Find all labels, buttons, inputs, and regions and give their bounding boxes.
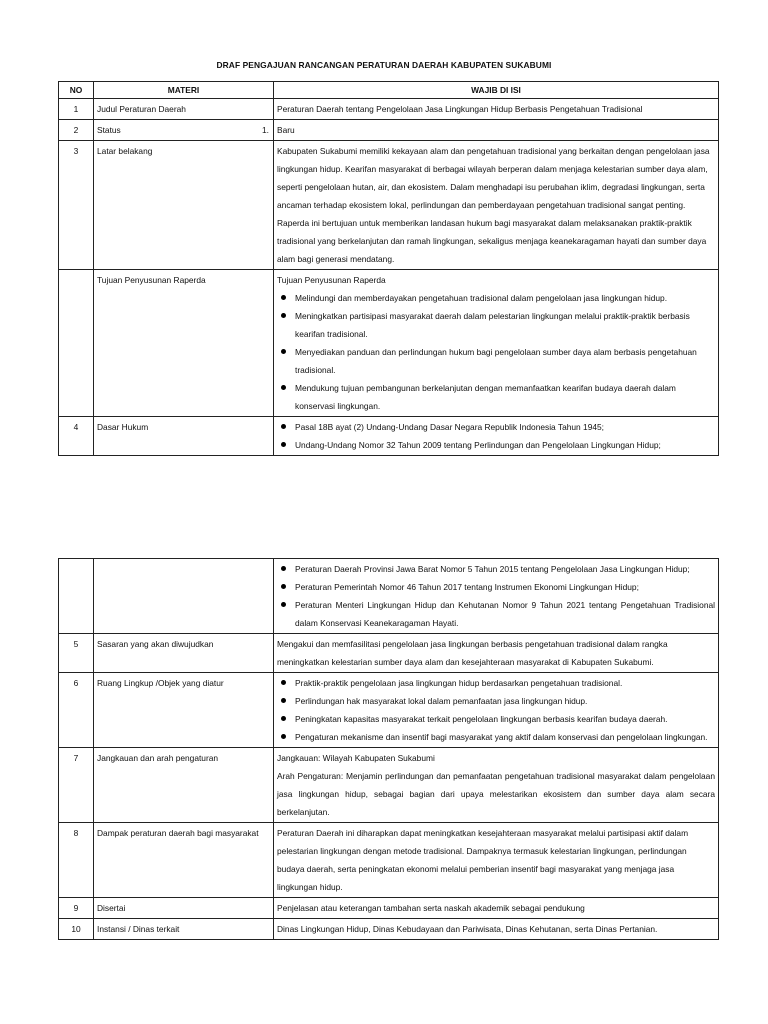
- row-materi: Tujuan Penyusunan Raperda: [94, 270, 274, 417]
- row-number: 9: [59, 898, 94, 919]
- row-isi: Kabupaten Sukabumi memiliki kekayaan alam dan pengetahuan tradisional yang berkaitan dengan pengelolaan jasa lingkungan hidup. Kearifan masyarakat di berbagai wilayah berperan dalam menjaga kelestarian sumber daya alam, seperti pengelolaan hutan, air, dan ekosistem. Dalam menghadapi isu perubahan iklim, degradasi lingkungan, serta ancaman terhadap ekosistem lokal, perlindungan dan pemberdayaan pengetahuan tradisional sangat penting. Raperda ini bertujuan untuk memberikan landasan hukum bagi masyarakat dalam melaksanakan praktik-praktik tradisional yang berkelanjutan dan ramah lingkungan, sekaligus menjaga keanekaragaman hayati dan sumber daya alam bagi generasi mendatang.: [274, 141, 719, 270]
- table-row: [59, 634, 719, 673]
- row-materi: Dampak peraturan daerah bagi masyarakat: [94, 823, 274, 898]
- tujuan-list: [277, 289, 715, 415]
- list-item: Praktik-praktik pengelolaan jasa lingkungan hidup berdasarkan pengetahuan tradisional.: [277, 674, 715, 692]
- ruang-lingkup-list: [277, 674, 715, 746]
- list-item: Peraturan Menteri Lingkungan Hidup dan Kehutanan Nomor 9 Tahun 2021 tentang Pengetahuan Tradisional dalam Konservasi Keanekaragaman Hayati.: [277, 596, 715, 632]
- row-number: 2: [59, 120, 94, 141]
- dasar-hukum-list-continued: [277, 560, 715, 632]
- list-item: Mendukung tujuan pembangunan berkelanjutan dengan memanfaatkan kearifan budaya daerah dalam konservasi lingkungan.: [277, 379, 715, 415]
- table-row: [59, 823, 719, 898]
- tujuan-heading: Tujuan Penyusunan Raperda: [277, 275, 386, 285]
- list-item: Perlindungan hak masyarakat lokal dalam pemanfaatan jasa lingkungan hidup.: [277, 692, 715, 710]
- row-number: [59, 559, 94, 634]
- table-row: [59, 559, 719, 634]
- table-row: [59, 99, 719, 120]
- row-isi: [274, 417, 719, 456]
- row-materi: Disertai: [94, 898, 274, 919]
- row-number: 1: [59, 99, 94, 120]
- list-item: Peraturan Pemerintah Nomor 46 Tahun 2017 tentang Instrumen Ekonomi Lingkungan Hidup;: [277, 578, 715, 596]
- row-number: 8: [59, 823, 94, 898]
- dasar-hukum-list: [277, 418, 715, 454]
- row-isi: Dinas Lingkungan Hidup, Dinas Kebudayaan dan Pariwisata, Dinas Kehutanan, serta Dinas Pertanian.: [274, 919, 719, 940]
- list-item: Menyediakan panduan dan perlindungan hukum bagi pengelolaan sumber daya alam berbasis pengetahuan tradisional.: [277, 343, 715, 379]
- row-materi: Ruang Lingkup /Objek yang diatur: [94, 673, 274, 748]
- table-row: [59, 120, 719, 141]
- row-isi: [274, 559, 719, 634]
- table-row: [59, 898, 719, 919]
- table-row: [59, 417, 719, 456]
- row-number: 6: [59, 673, 94, 748]
- row-number: [59, 270, 94, 417]
- row-number: 10: [59, 919, 94, 940]
- row-isi: Peraturan Daerah ini diharapkan dapat meningkatkan kesejahteraan masyarakat melalui partisipasi aktif dalam pelestarian lingkungan dengan metode tradisional. Dampaknya termasuk kelestarian lingkungan, perlindungan budaya daerah, serta peningkatan ekonomi melalui pemberian insentif bagi masyarakat yang menjaga jasa lingkungan hidup.: [274, 823, 719, 898]
- raperda-table-part2: [58, 558, 719, 940]
- row-isi: Baru: [274, 120, 719, 141]
- row-number: 4: [59, 417, 94, 456]
- row-isi: [274, 748, 719, 823]
- list-item: Undang-Undang Nomor 32 Tahun 2009 tentang Perlindungan dan Pengelolaan Lingkungan Hidup;: [277, 436, 715, 454]
- list-item: Meningkatkan partisipasi masyarakat daerah dalam pelestarian lingkungan melalui praktik-praktik berbasis kearifan tradisional.: [277, 307, 715, 343]
- row-materi: Judul Peraturan Daerah: [94, 99, 274, 120]
- header-materi: MATERI: [94, 82, 274, 99]
- list-item: Peningkatan kapasitas masyarakat terkait pengelolaan lingkungan berbasis kearifan budaya daerah.: [277, 710, 715, 728]
- table-row: [59, 919, 719, 940]
- status-marker: 1.: [262, 125, 269, 135]
- header-no: NO: [59, 82, 94, 99]
- table-row: [59, 748, 719, 823]
- table-row: [59, 673, 719, 748]
- row-materi: Dasar Hukum: [94, 417, 274, 456]
- row-materi: [94, 559, 274, 634]
- arah-pengaturan-text: Arah Pengaturan: Menjamin perlindungan dan pemanfaatan pengetahuan tradisional masyarakat dalam pengelolaan jasa lingkungan hidup, sebagai bagian dari upaya melestarikan ekosistem dan sumber daya alam secara berkelanjutan.: [277, 771, 715, 817]
- row-isi: [274, 270, 719, 417]
- list-item: Pengaturan mekanisme dan insentif bagi masyarakat yang aktif dalam konservasi dan pengelolaan lingkungan.: [277, 728, 715, 746]
- row-isi: Mengakui dan memfasilitasi pengelolaan jasa lingkungan berbasis pengetahuan tradisional dalam rangka meningkatkan kelestarian sumber daya alam dan kesejahteraan masyarakat di Kabupaten Sukabumi.: [274, 634, 719, 673]
- row-materi: [94, 120, 274, 141]
- list-item: Melindungi dan memberdayakan pengetahuan tradisional dalam pengelolaan jasa lingkungan hidup.: [277, 289, 715, 307]
- table-row: [59, 141, 719, 270]
- row-materi: Instansi / Dinas terkait: [94, 919, 274, 940]
- document-title: DRAF PENGAJUAN RANCANGAN PERATURAN DAERAH KABUPATEN SUKABUMI: [216, 60, 552, 70]
- jangkauan-text: Jangkauan: Wilayah Kabupaten Sukabumi: [277, 753, 435, 763]
- table-header-row: [59, 82, 719, 99]
- row-materi: Latar belakang: [94, 141, 274, 270]
- status-label: Status: [97, 125, 121, 135]
- row-number: 7: [59, 748, 94, 823]
- raperda-table-part1: [58, 81, 719, 456]
- row-isi: Peraturan Daerah tentang Pengelolaan Jasa Lingkungan Hidup Berbasis Pengetahuan Tradisional: [274, 99, 719, 120]
- row-materi: Sasaran yang akan diwujudkan: [94, 634, 274, 673]
- row-materi: Jangkauan dan arah pengaturan: [94, 748, 274, 823]
- row-isi: [274, 673, 719, 748]
- header-wajib-di-isi: WAJIB DI ISI: [274, 82, 719, 99]
- row-isi: Penjelasan atau keterangan tambahan serta naskah akademik sebagai pendukung: [274, 898, 719, 919]
- row-number: 3: [59, 141, 94, 270]
- table-row: [59, 270, 719, 417]
- list-item: Pasal 18B ayat (2) Undang-Undang Dasar Negara Republik Indonesia Tahun 1945;: [277, 418, 715, 436]
- list-item: Peraturan Daerah Provinsi Jawa Barat Nomor 5 Tahun 2015 tentang Pengelolaan Jasa Lingkungan Hidup;: [277, 560, 715, 578]
- row-number: 5: [59, 634, 94, 673]
